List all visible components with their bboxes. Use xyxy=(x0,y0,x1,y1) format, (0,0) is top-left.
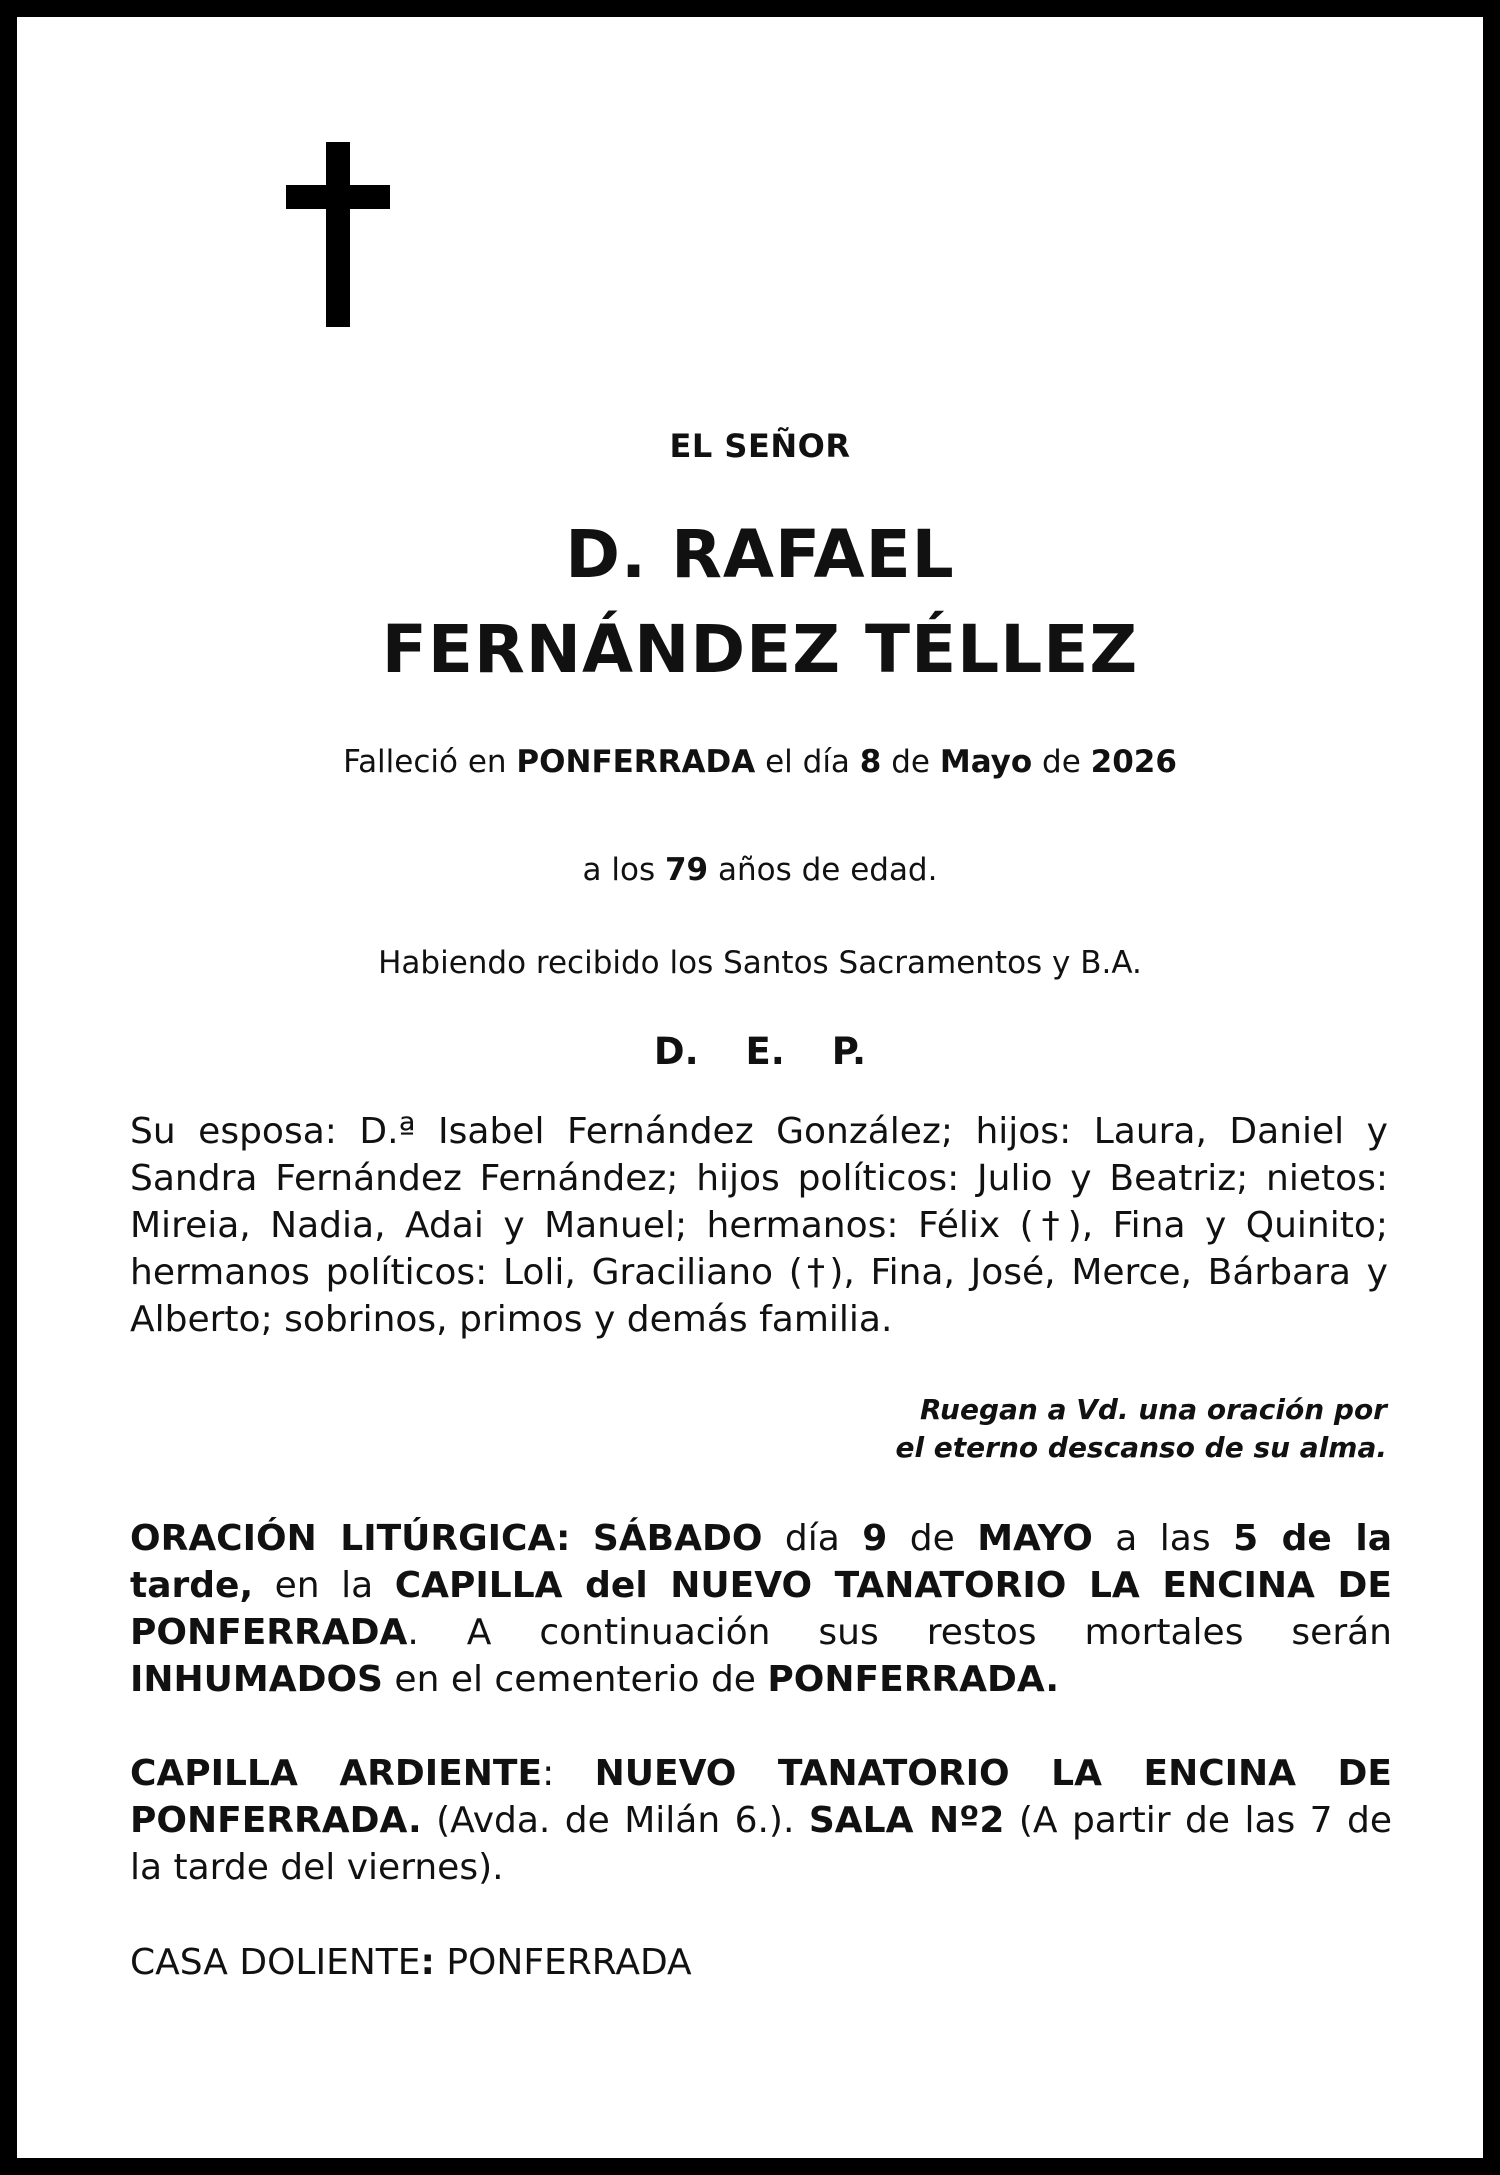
title-prefix: EL SEÑOR xyxy=(669,427,851,465)
death-day: 8 xyxy=(859,744,882,780)
funeral-chapel-label: CAPILLA ARDIENTE xyxy=(130,1753,543,1794)
death-year: 2026 xyxy=(1090,744,1177,780)
dep-line: D. E. P. xyxy=(653,1030,867,1073)
deceased-name-line2: FERNÁNDEZ TÉLLEZ xyxy=(381,611,1139,688)
death-notice: Falleció en PONFERRADA el día 8 de Mayo de 2026 xyxy=(343,744,1177,780)
death-place: PONFERRADA xyxy=(516,744,756,780)
liturgical-prayer-label: ORACIÓN LITÚRGICA: xyxy=(130,1518,571,1559)
age-line: a los 79 años de edad. xyxy=(582,852,938,888)
family-paragraph: Su esposa: D.ª Isabel Fernández González; hijos: Laura, Daniel y Sandra Fernández Fernández; hijos políticos: Julio y Beatriz; nietos: Mireia, Nadia, Adai y Manuel; hermanos: Félix (†), Fina y Quinito; hermanos políticos: Loli, Graciliano (†), Fina, José, Merce, Bárbara y Alberto; sobrinos, primos y demás familia. xyxy=(130,1111,1388,1340)
deceased-name-line1: D. RAFAEL xyxy=(565,516,955,593)
prayer-request-line1: Ruegan a Vd. una oración por xyxy=(920,1393,1387,1426)
death-month: Mayo xyxy=(939,744,1033,780)
funeral-chapel-paragraph: CAPILLA ARDIENTE: NUEVO TANATORIO LA ENCINA DE PONFERRADA. (Avda. de Milán 6.). SALA Nº2 (A partir de las 7 de la tarde del viernes). xyxy=(130,1753,1393,1888)
sacraments-line: Habiendo recibido los Santos Sacramentos y B.A. xyxy=(378,945,1142,981)
mourning-house-line: CASA DOLIENTE: PONFERRADA xyxy=(130,1942,692,1983)
prayer-request-line2: el eterno descanso de su alma. xyxy=(895,1431,1387,1464)
chapel-venue: CAPILLA del NUEVO TANATORIO LA ENCINA DE PONFERRADA xyxy=(130,1565,1392,1653)
age-value: 79 xyxy=(664,852,709,888)
liturgical-prayer-paragraph: ORACIÓN LITÚRGICA: SÁBADO día 9 de MAYO a las 5 de la tarde, en la CAPILLA del NUEVO TANATORIO LA ENCINA DE PONFERRADA. A continuación sus restos mortales serán INHUMADOS en el cementerio de PONFERRADA. xyxy=(130,1518,1392,1700)
cross-icon xyxy=(286,142,390,327)
prayer-request xyxy=(895,1391,1387,1467)
room-number: SALA Nº2 xyxy=(808,1800,1005,1841)
